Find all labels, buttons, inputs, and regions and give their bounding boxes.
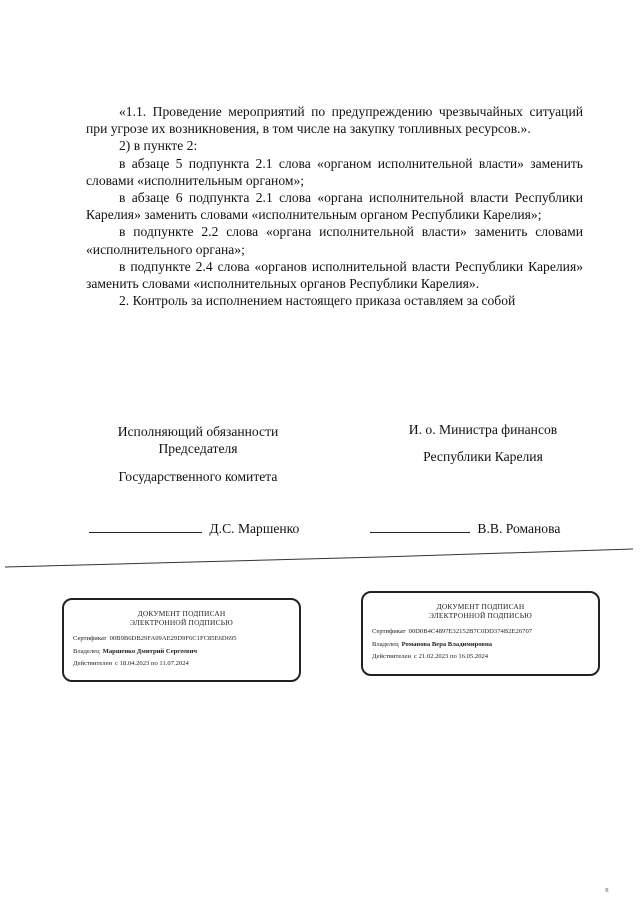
stamp-value: Маршенко Дмитрий Сергеевич bbox=[102, 647, 198, 655]
stamp-label: Владелец bbox=[73, 647, 100, 655]
electronic-signature-stamp-left bbox=[62, 598, 301, 682]
stamp-title-line: ДОКУМЕНТ ПОДПИСАН bbox=[137, 609, 226, 618]
signatory-name: В.В. Романова bbox=[477, 521, 561, 536]
paragraph: в абзаце 5 подпункта 2.1 слова «органом исполнительной власти» заменить словами «исполнительным органом»; bbox=[86, 155, 583, 188]
stamp-label: Сертификат bbox=[372, 628, 406, 635]
stamp-value: 00D0B4C4897E32152B7C0DD374B2E26707 bbox=[408, 628, 533, 635]
paragraph: «1.1. Проведение мероприятий по предупреждению чрезвычайных ситуаций при угрозе их возникновения, в том числе на закупку топливных ресурсов.». bbox=[86, 104, 583, 137]
stamp-title bbox=[64, 609, 299, 627]
stamp-label: Действителен bbox=[73, 660, 113, 667]
stamp-title bbox=[363, 602, 598, 620]
stamp-validity bbox=[363, 651, 598, 664]
paragraph: в подпункте 2.2 слова «органа исполнительной власти» заменить словами «исполнительного органа»; bbox=[86, 224, 583, 257]
scan-divider-line bbox=[0, 541, 640, 571]
right-signature-line bbox=[370, 519, 560, 537]
stamp-label: Действителен bbox=[372, 653, 412, 660]
stamp-label: Владелец bbox=[372, 640, 399, 648]
paragraph: 2. Контроль за исполнением настоящего приказа оставляем за собой bbox=[119, 293, 516, 309]
stamp-title-line: ЭЛЕКТРОННОЙ ПОДПИСЬЮ bbox=[130, 618, 233, 627]
stamp-owner bbox=[363, 639, 598, 652]
stamp-label: Сертификат bbox=[73, 635, 107, 642]
position-line: Исполняющий обязанности bbox=[117, 424, 279, 439]
position-line: Государственного комитета bbox=[118, 469, 278, 484]
stamp-value: Романова Вера Владимировна bbox=[401, 640, 493, 648]
paragraph: в подпункте 2.4 слова «органов исполнительной власти Республики Карелия» заменить словами «исполнительных органов Республики Карелия». bbox=[86, 258, 583, 292]
signatory-name: Д.С. Маршенко bbox=[209, 521, 300, 536]
stamp-certificate bbox=[64, 633, 299, 646]
order-body-text bbox=[86, 103, 583, 309]
stamp-title-line: ЭЛЕКТРОННОЙ ПОДПИСЬЮ bbox=[429, 611, 532, 620]
stamp-certificate bbox=[363, 626, 598, 639]
stamp-value: с 21.02.2023 по 16.05.2024 bbox=[414, 653, 489, 660]
right-signatory-position bbox=[378, 421, 588, 465]
signature-underline bbox=[370, 519, 470, 533]
signature-underline bbox=[89, 519, 202, 533]
stamp-owner bbox=[64, 646, 299, 659]
stamp-value: 00B9B6DB29FA09AE29D9F6C1FC85E6D695 bbox=[109, 635, 237, 642]
position-line: Председателя bbox=[158, 441, 238, 456]
stamp-validity bbox=[64, 658, 299, 671]
stamp-title-line: ДОКУМЕНТ ПОДПИСАН bbox=[436, 602, 525, 611]
paragraph: в абзаце 6 подпункта 2.1 слова «органа исполнительной власти Республики Карелия» заменить словами «исполнительным органом Республики Карелия»; bbox=[86, 190, 583, 223]
left-signature-line bbox=[89, 519, 299, 537]
page-corner-mark: ʀ bbox=[605, 885, 609, 894]
position-line: Республики Карелия bbox=[423, 449, 543, 464]
stamp-value: с 18.04.2023 по 11.07.2024 bbox=[115, 660, 189, 667]
electronic-signature-stamp-right bbox=[361, 591, 600, 676]
position-line: И. о. Министра финансов bbox=[408, 422, 558, 437]
paragraph: 2) в пункте 2: bbox=[119, 138, 198, 154]
left-signatory-position bbox=[98, 423, 298, 485]
